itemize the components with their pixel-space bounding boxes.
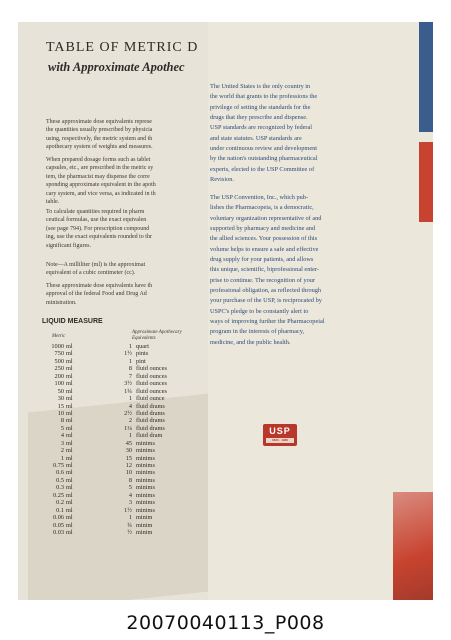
apothecary-value: 1: [128, 432, 132, 440]
apothecary-unit: quart: [136, 343, 149, 350]
apothecary-unit: fluid drams: [136, 409, 165, 417]
apothecary-unit: fluid ounces: [136, 365, 167, 373]
apothecary-unit: fluid ounce: [136, 395, 165, 403]
apothecary-value: 3½: [124, 380, 132, 388]
metric-value: 500: [54, 357, 64, 365]
dosage-paragraph: When prepared dosage forms such as tablet capsules, etc., are prescribed in the metric sy tem, the pharmacist may dispense the corre sponding approximate equivalent in the apoth cary system, and vice versa, as indicated in th table.: [46, 157, 156, 206]
metric-unit: ml: [66, 514, 73, 522]
apothecary-value: 1¾: [124, 387, 132, 395]
metric-unit: ml: [66, 476, 73, 484]
apothecary-unit: minims: [136, 447, 155, 455]
intro-paragraph: These approximate dose equivalents represe the quantities usually prescribed by physicia using, respectively, the metric system and th apothecary system of weights and measures.: [46, 119, 153, 151]
metric-value: 0.03: [52, 528, 64, 536]
table-title: TABLE OF METRIC D: [46, 40, 199, 55]
apothecary-unit: pints: [136, 350, 149, 358]
apothecary-value: 15: [125, 454, 132, 462]
metric-unit: ml: [66, 424, 73, 432]
apothecary-unit: fluid drams: [136, 424, 165, 432]
usp-stamp-subtext: 1820 · 1980: [266, 438, 294, 443]
apothecary-value: 5: [128, 484, 132, 492]
apothecary-value: 2: [128, 417, 132, 425]
usp-stamp-text: USP: [269, 426, 291, 436]
apothecary-unit: minim: [136, 528, 153, 536]
apothecary-unit: minims: [136, 454, 155, 462]
archive-caption: 20070040113_P008: [126, 612, 325, 634]
metric-value: 15: [57, 402, 64, 410]
apothecary-value: 4: [128, 402, 132, 410]
metric-value: 0.1: [56, 506, 64, 514]
apothecary-value: 1: [128, 357, 132, 365]
apothecary-column-header: Approximate Apothecary Equivalents: [132, 330, 182, 341]
apothecary-unit: fluid drams: [136, 417, 165, 425]
metric-unit: ml: [66, 417, 73, 425]
calculation-paragraph: To calculate quantities required in pharm ceutical formulas, use the exact equivalen (see page 794). For prescription compound ing, use the exact equivalents rounded to thr significant figures.: [46, 209, 152, 249]
metric-unit: ml: [66, 365, 73, 373]
apothecary-unit: fluid drams: [136, 402, 165, 410]
metric-value: 3: [60, 439, 64, 447]
red-edge-band: [419, 142, 433, 222]
metric-unit: ml: [66, 387, 73, 395]
metric-unit: ml: [66, 439, 73, 447]
table-subtitle: with Approximate Apothec: [48, 60, 185, 74]
apothecary-unit: minims: [136, 476, 155, 484]
metric-unit: ml: [66, 409, 73, 417]
blue-edge-band: [419, 22, 433, 132]
metric-value: 1000: [51, 343, 64, 350]
metric-unit: ml: [66, 499, 73, 507]
metric-value: 0.75: [52, 462, 64, 469]
metric-unit: ml: [66, 469, 73, 477]
apothecary-value: 1½: [124, 350, 132, 358]
metric-value: 0.2: [56, 499, 64, 507]
metric-unit: ml: [66, 521, 73, 529]
metric-value: 0.3: [56, 484, 64, 492]
metric-value: 0.5: [56, 476, 64, 484]
apothecary-unit: minims: [136, 439, 155, 447]
usp-convention-paragraph: The USP Convention, Inc., which pub- lishes the Pharmacopeia, is a democratic, voluntary organization representative of and supported by pharmacy and medicine and the allied sciences. Your possession of this volume helps to ensure a safe and effective drug supply for your patients, and allows this unique, scientific, biprofessional enter- prise to continue. The recognition of your professional obligation, as reflected through your purchase of the USP, is reciprocated by USPC's pledge to be constantly alert to ways of improving further the Pharmacopeial program in the interests of pharmacy, medicine, and the public health.: [210, 194, 325, 346]
apothecary-value: 2½: [124, 409, 132, 417]
apothecary-unit: minims: [136, 499, 155, 507]
apothecary-value: 1½: [124, 506, 132, 514]
metric-value: 0.25: [52, 491, 64, 499]
apothecary-value: 8: [128, 365, 132, 373]
metric-unit: ml: [66, 380, 73, 388]
apothecary-unit: pint: [136, 357, 146, 365]
metric-unit: ml: [66, 402, 73, 410]
usp-standards-paragraph: The United States is the only country in the world that grants to the professions the privilege of setting the standards for the drugs that they prescribe and dispense. USP standards are recognized by federal and state statutes. USP standards are under continuous review and development by the nation's outstanding pharmaceutical experts, elected to the USP Committee of Revision.: [210, 83, 318, 184]
metric-unit: ml: [66, 350, 73, 358]
metric-unit: ml: [66, 506, 73, 514]
apothecary-unit: minims: [136, 506, 155, 514]
apothecary-unit: minims: [136, 491, 155, 499]
usp-stamp-logo: [263, 424, 297, 446]
apothecary-unit: fluid dram: [136, 432, 163, 440]
metric-unit: ml: [66, 491, 73, 499]
metric-unit: ml: [66, 357, 73, 365]
metric-column-header: Metric: [52, 334, 66, 339]
metric-value: 4: [60, 432, 64, 440]
red-corner-band: [393, 492, 433, 600]
metric-value: 200: [54, 372, 64, 380]
apothecary-unit: fluid ounces: [136, 387, 167, 395]
metric-value: 2: [60, 447, 64, 455]
approval-paragraph: These approximate dose equivalents have th approval of the federal Food and Drug Ad ministration.: [46, 283, 153, 306]
apothecary-unit: fluid ounces: [136, 372, 167, 380]
metric-unit: ml: [66, 462, 73, 469]
apothecary-value: ½: [127, 528, 132, 536]
apothecary-value: 1: [128, 395, 132, 403]
metric-value: 0.05: [52, 521, 64, 529]
apothecary-unit: minims: [136, 469, 155, 477]
metric-unit: ml: [66, 528, 73, 536]
apothecary-unit: minim: [136, 514, 153, 522]
metric-value: 750: [54, 350, 64, 358]
metric-unit: ml: [66, 395, 73, 403]
note-paragraph: Note—A milliliter (ml) is the approximat equivalent of a cubic centimeter (cc).: [46, 262, 146, 277]
apothecary-value: 3: [128, 499, 132, 507]
metric-value: 5: [60, 424, 64, 432]
metric-value: 50: [57, 387, 64, 395]
apothecary-value: 10: [125, 469, 132, 477]
apothecary-value: 12: [125, 462, 132, 469]
apothecary-value: 7: [128, 372, 132, 380]
apothecary-value: 1: [128, 343, 132, 350]
metric-unit: ml: [66, 432, 73, 440]
metric-value: 250: [54, 365, 64, 373]
apothecary-value: 30: [125, 447, 132, 455]
metric-value: 0.6: [56, 469, 64, 477]
liquid-measure-heading: LIQUID MEASURE: [42, 318, 103, 325]
metric-unit: ml: [66, 343, 73, 350]
metric-unit: ml: [66, 372, 73, 380]
metric-unit: ml: [66, 484, 73, 492]
apothecary-unit: minims: [136, 484, 155, 492]
apothecary-value: ¾: [127, 521, 132, 529]
apothecary-value: 8: [128, 476, 132, 484]
metric-unit: ml: [66, 447, 73, 455]
metric-value: 30: [57, 395, 64, 403]
apothecary-unit: minims: [136, 462, 155, 469]
apothecary-value: 1¼: [124, 424, 132, 432]
metric-value: 1: [60, 454, 64, 462]
metric-value: 0.06: [52, 514, 64, 522]
metric-value: 8: [60, 417, 64, 425]
apothecary-unit: fluid ounces: [136, 380, 167, 388]
metric-value: 100: [54, 380, 64, 388]
apothecary-value: 1: [128, 514, 132, 522]
apothecary-value: 4: [128, 491, 132, 499]
metric-value: 10: [57, 409, 64, 417]
apothecary-value: 45: [125, 439, 132, 447]
metric-unit: ml: [66, 454, 73, 462]
apothecary-unit: minim: [136, 521, 153, 529]
